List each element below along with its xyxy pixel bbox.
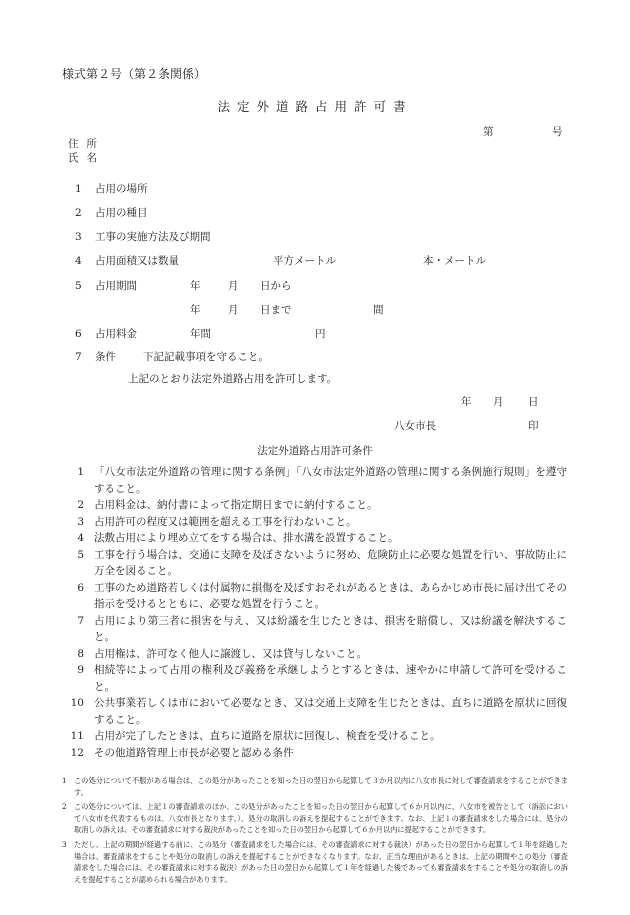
item-label: 工事の実施方法及び期間 [95,231,211,243]
grant-statement: 上記のとおり法定外道路占用を許可します。 [128,373,338,385]
period-from-day: 日から [260,280,292,292]
date-year: 年 [461,396,472,408]
condition-item [70,547,567,580]
condition-number: 11 [70,730,84,742]
note-item [62,801,568,836]
permit-number-prefix: 第 [483,126,494,138]
condition-item [70,497,567,514]
note-text: この処分について不服がある場合は、この処分があったことを知った日の翌日から起算して３か月以内に八女市長に対して審査請求をすることができます。 [74,776,568,797]
condition-item [70,613,567,646]
form-label: 様式第２号（第２条関係） [62,67,207,81]
condition-item [70,728,567,745]
condition-item [70,695,567,728]
item-number: 7 [75,351,82,363]
condition-item [70,464,567,497]
notes-list [62,775,568,888]
period-to-year: 年 [190,304,201,316]
seal-mark: 印 [528,420,539,432]
fee-yen: 円 [315,328,326,340]
item-label: 占用の種目 [95,207,148,219]
condition-item [70,530,567,547]
date-month: 月 [493,396,504,408]
condition-text: その他道路管理上市長が必要と認める条件 [94,746,294,759]
permit-number-suffix: 号 [552,126,563,138]
area-unit-square-meter: 平方メートル [273,255,336,267]
item-number: 5 [75,280,82,292]
condition-text: 工事のため道路若しくは付属物に損傷を及ぼすおそれがあるときは、あらかじめ市長に届け出てその指示を受けるとともに、必要な処置を行うこと。 [94,581,567,610]
condition-number: 4 [77,532,84,544]
item-label: 占用期間 [95,280,137,292]
note-number: 2 [62,802,67,812]
conditions-title: 法定外道路占用許可条件 [257,445,373,457]
condition-number: 5 [77,548,84,561]
condition-text: 相続等によって占用の権利及び義務を承継しようとするときは、速やかに申請して許可を受けること。 [94,664,567,693]
area-unit-piece-meter: 本・メートル [423,255,486,267]
condition-item [70,745,567,762]
date-day: 日 [528,396,539,408]
conditions-list [70,464,567,761]
condition-number: 2 [77,499,84,511]
conditions-value: 下記記載事項を守ること。 [143,351,269,363]
period-from-year: 年 [190,280,201,292]
condition-text: 公共事業若しくは市において必要なとき、又は交通上支障を生じたときは、直ちに道路を原状に回復すること。 [94,697,567,726]
condition-item [70,580,567,613]
item-label: 占用面積又は数量 [95,255,179,267]
item-number: 2 [75,207,82,219]
condition-text: 占用が完了したときは、直ちに道路を原状に回復し、検査を受けること。 [94,730,441,742]
item-label: 占用の場所 [95,183,148,195]
note-item [62,839,568,885]
fee-annual: 年間 [190,328,211,340]
period-to-month: 月 [228,304,239,316]
item-number: 1 [75,183,82,195]
item-label: 条件 [95,351,116,363]
condition-number: 12 [70,746,84,759]
item-number: 3 [75,231,82,243]
condition-number: 7 [77,614,84,627]
note-text: この処分については、上記１の審査請求のほか、この処分があったことを知った日の翌日から起算して６か月以内に、八女市を被告として（訴訟において八女市を代表するものは、八女市長となります。）、処分の取消しの訴えを提起することができます。なお、上記１の審査請求をした場合には、処分の取消しの訴えは、その審査請求に対する裁決があったことを知った日の翌日から起算して６か月以内に提起することができます。 [74,802,568,835]
item-number: 6 [75,328,82,340]
note-item [62,775,568,798]
condition-text: 「八女市法定外道路の管理に関する条例」「八女市法定外道路の管理に関する条例施行規則」を遵守すること。 [94,466,567,495]
note-text: ただし、上記の期間が経過する前に、この処分（審査請求をした場合には、その審査請求に対する裁決）があった日の翌日から起算して１年を経過した場合は、審査請求をすることや処分の取消しの訴えを提起することができなくなります。なお、正当な理由があるときは、上記の期間やこの処分（審査請求をした場合には、その審査請求に対する裁決）があった日の翌日から起算して１年を経過した後であっても審査請求をすることや処分の取消しの訴えを提起することが認められる場合があります。 [74,839,568,884]
mayor-title: 八女市長 [394,420,436,432]
item-number: 4 [75,255,82,267]
period-from-month: 月 [228,280,239,292]
condition-item [70,646,567,663]
condition-item [70,514,567,531]
condition-number: 6 [77,581,84,594]
condition-text: 占用許可の程度又は範囲を超える工事を行わないこと。 [94,515,357,528]
condition-text: 占用権は、許可なく他人に譲渡し、又は貸与しないこと。 [94,647,367,660]
condition-number: 1 [77,466,84,478]
condition-text: 占用料金は、納付書によって指定期日までに納付すること。 [94,499,378,511]
note-number: 1 [62,776,67,785]
note-number: 3 [62,839,67,849]
period-to-day: 日まで [260,304,292,316]
address-label: 住所 [68,138,105,150]
name-label: 氏名 [68,152,105,164]
condition-number: 9 [77,664,84,676]
condition-text: 法敷占用により埋め立てをする場合は、排水溝を設置すること。 [94,532,399,544]
period-duration: 間 [373,304,384,316]
document-title: 法定外道路占用許可書 [217,99,413,114]
item-label: 占用料金 [95,328,137,340]
condition-item [70,662,567,695]
condition-number: 8 [77,647,84,660]
condition-number: 3 [77,515,84,528]
condition-number: 10 [70,697,84,709]
condition-text: 工事を行う場合は、交通に支障を及ぼさないように努め、危険防止に必要な処置を行い、事故防止に万全を図ること。 [94,548,567,577]
condition-text: 占用により第三者に損害を与え、又は紛議を生じたときは、損害を賠償し、又は紛議を解決すること。 [94,614,567,643]
